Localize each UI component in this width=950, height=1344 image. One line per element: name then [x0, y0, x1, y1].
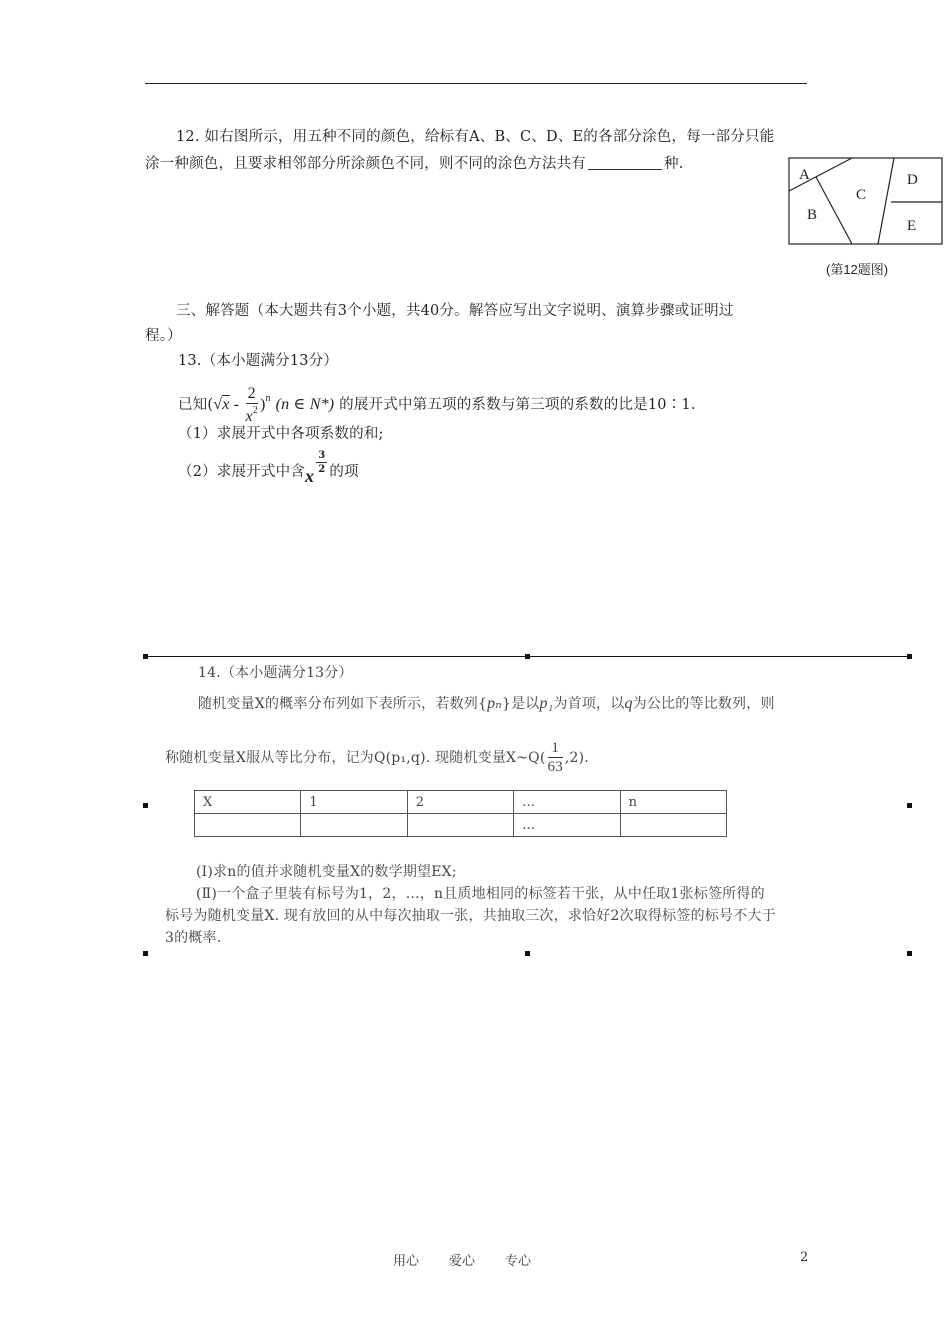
q12-line2-text: 涂一种颜色，且要求相邻部分所涂颜色不同，则不同的涂色方法共有 — [145, 156, 586, 172]
table-cell — [195, 814, 301, 837]
q14-line1 — [198, 694, 775, 714]
region-d-label: D — [907, 172, 918, 188]
sqrt-expression: √x - — [213, 396, 244, 413]
q13-intro-prefix: 已知( — [178, 397, 214, 413]
q14-part2-line1: (Ⅱ)一个盒子里装有标号为1，2，…，n且质地相同的标签若干张，从中任取1张标签所得的 — [196, 886, 765, 902]
exponent-denominator: 2 — [318, 464, 326, 475]
fraction-denominator — [246, 404, 259, 425]
q13-part2 — [178, 450, 359, 486]
q14-part2-line3: 3的概率. — [165, 930, 222, 946]
table-row — [195, 791, 727, 814]
answer-blank — [588, 155, 662, 170]
q14-line1-suffix: 为公比的等比数列，则 — [632, 696, 775, 712]
region-a-label: A — [799, 167, 810, 183]
image-handle — [907, 803, 912, 808]
p1-var: p₁ — [539, 695, 554, 712]
table-cell: 1 — [301, 791, 407, 814]
q12-line1: 12. 如右图所示，用五种不同的颜色，给标有A、B、C、D、E的各部分涂色，每一部分只能 — [176, 129, 775, 145]
region-e-label: E — [907, 218, 917, 234]
q13-part1: （1）求展开式中各项系数的和; — [178, 426, 384, 442]
q13-intro — [178, 381, 696, 425]
q14-line1-mid1: }是以 — [501, 696, 540, 712]
q13-part2-suffix: 的项 — [329, 464, 359, 480]
table-row — [195, 814, 727, 837]
image-top-border — [145, 656, 910, 657]
image-handle — [525, 951, 530, 956]
header-rule — [145, 83, 807, 84]
q12-line2-suffix: 种. — [664, 156, 684, 172]
exponent-numerator: 3 — [318, 450, 326, 461]
fraction-denominator: 63 — [547, 759, 563, 775]
table-cell — [620, 814, 726, 837]
q14-line2-prefix: 称随机变量X服从等比分布，记为Q(p₁,q). 现随机变量X~Q( — [165, 750, 546, 766]
condition-n: (n ∈ N*) — [275, 396, 335, 413]
image-handle — [143, 951, 148, 956]
footer-motto-2: 爱心 — [449, 1254, 476, 1269]
minus-sign: - — [229, 396, 244, 413]
table-cell: … — [514, 814, 620, 837]
sequence-var: pₙ — [487, 695, 502, 712]
fraction-2-over-x2 — [246, 386, 259, 425]
q14-line2 — [165, 738, 589, 778]
q14-part1: (Ⅰ)求n的值并求随机变量X的数学期望EX; — [196, 864, 457, 880]
q13-header: 13.（本小题满分13分） — [178, 353, 339, 369]
section3-line1: 三、解答题（本大题共有3个小题，共40分。解答应写出文字说明、演算步骤或证明过 — [176, 303, 734, 319]
q14-header: 14.（本小题满分13分） — [198, 665, 353, 681]
q13-intro-suffix: 的展开式中第五项的系数与第三项的系数的比是10∶1. — [339, 397, 696, 413]
table-cell — [301, 814, 407, 837]
q13-part2-prefix: （2）求展开式中含 — [178, 464, 306, 480]
q12-line2 — [145, 154, 684, 174]
image-handle — [143, 803, 148, 808]
region-b-label: B — [807, 207, 818, 223]
q-var: q — [624, 695, 633, 712]
region-c-label: C — [856, 187, 867, 203]
q14-line1-mid2: 为首项，以 — [553, 696, 625, 712]
q14-part2-line2: 标号为随机变量X. 现有放回的从中每次抽取一张，共抽取三次，求恰好2次取得标签的标号不大于 — [165, 908, 776, 924]
image-handle — [907, 951, 912, 956]
section3-line2: 程。） — [145, 328, 182, 344]
footer-motto-3: 专心 — [505, 1254, 532, 1269]
fraction-numerator: 1 — [548, 741, 563, 758]
q14-line1-prefix: 随机变量X的概率分布列如下表所示，若数列{ — [198, 696, 488, 712]
page-number: 2 — [800, 1250, 809, 1265]
exponent-three-halves — [316, 451, 327, 475]
footer-motto-1: 用心 — [393, 1254, 420, 1269]
figure-caption: (第12题图) — [826, 262, 889, 277]
power-base-x: x — [305, 466, 315, 486]
table-cell: X — [195, 791, 301, 814]
fraction-1-over-63 — [548, 741, 563, 775]
table-cell — [407, 814, 513, 837]
sqrt-variable: x — [222, 396, 230, 413]
table-cell: n — [620, 791, 726, 814]
table-cell: 2 — [407, 791, 513, 814]
fraction-denominator-var: x — [245, 407, 253, 425]
table-cell: … — [514, 791, 620, 814]
q14-line2-suffix: ,2). — [564, 750, 589, 766]
power-n: n — [265, 393, 271, 404]
paren-close: ) — [260, 396, 266, 413]
distribution-table — [194, 790, 727, 837]
coloring-figure — [786, 155, 946, 249]
fraction-numerator: 2 — [246, 386, 259, 404]
fraction-denominator-exp: 2 — [252, 404, 259, 416]
